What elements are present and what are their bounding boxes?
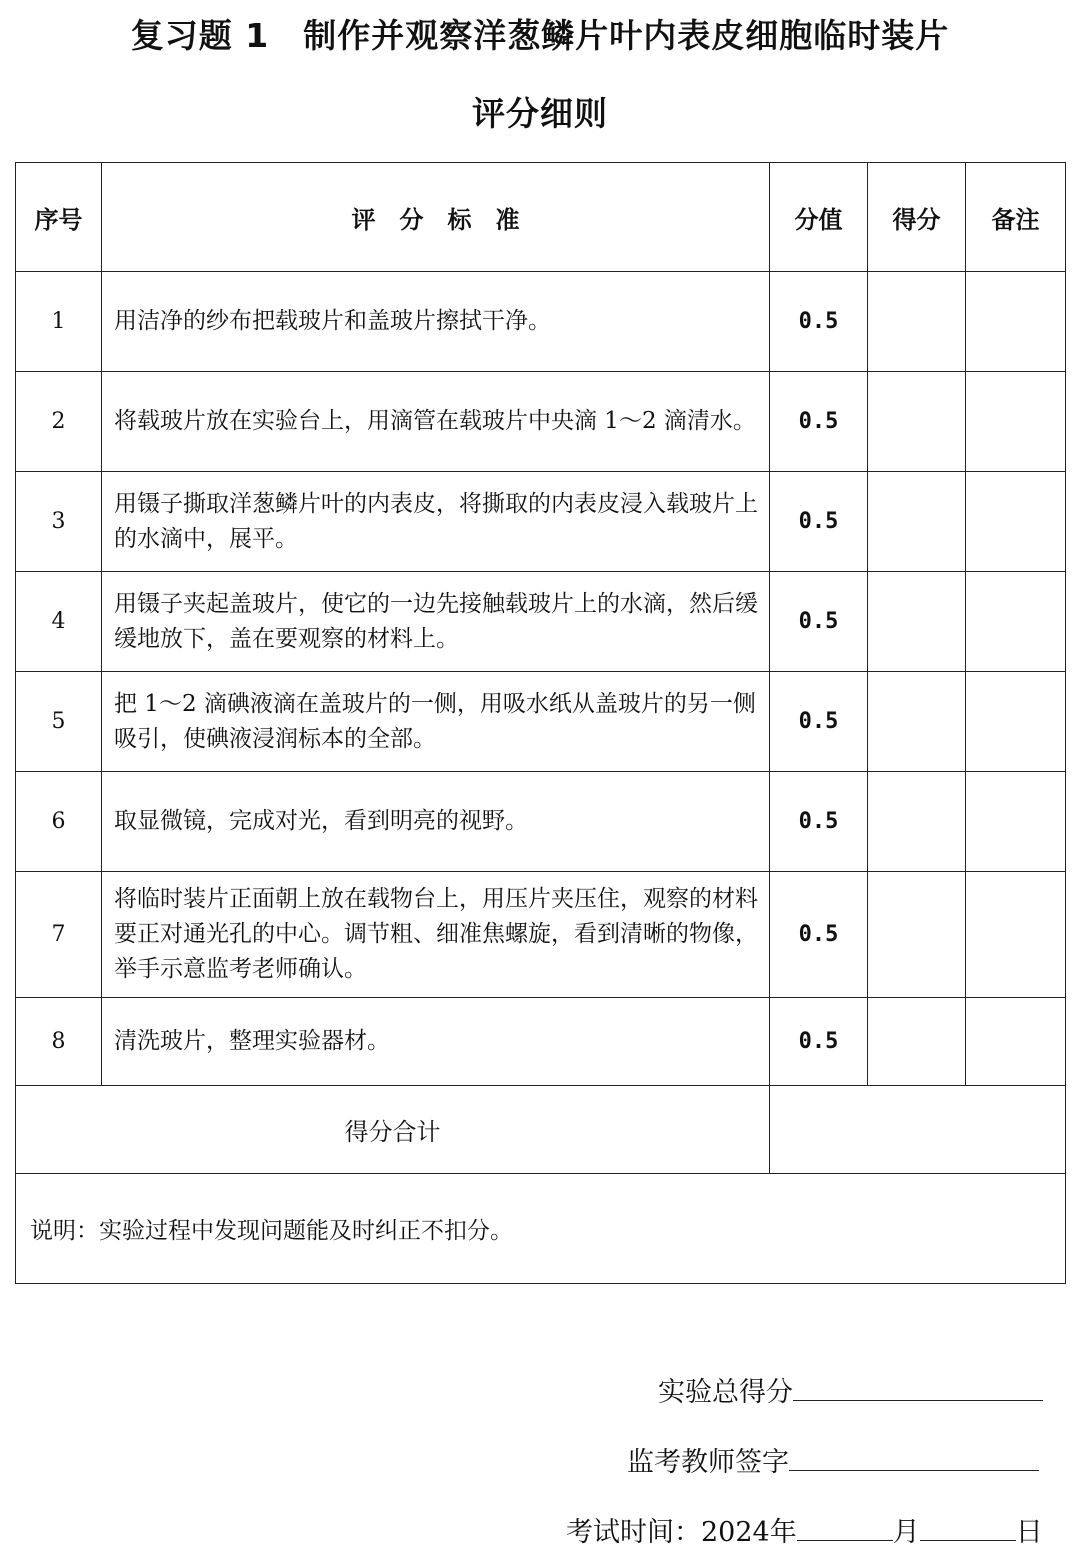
row-points: 0.5: [770, 272, 868, 372]
table-row: [16, 872, 1066, 998]
teacher-signature-blank[interactable]: [789, 1440, 1039, 1471]
table-row: [16, 572, 1066, 672]
row-number: 8: [16, 998, 102, 1086]
table-row: [16, 372, 1066, 472]
row-remark-cell[interactable]: [966, 872, 1066, 998]
header-criteria: 评 分 标 准: [102, 163, 770, 272]
row-points: 0.5: [770, 998, 868, 1086]
row-score-cell[interactable]: [868, 272, 966, 372]
total-score-blank[interactable]: [793, 1370, 1043, 1401]
row-score-cell[interactable]: [868, 472, 966, 572]
grading-table: [15, 162, 1066, 1284]
row-remark-cell[interactable]: [966, 572, 1066, 672]
table-row: [16, 998, 1066, 1086]
row-points: 0.5: [770, 872, 868, 998]
row-score-cell[interactable]: [868, 372, 966, 472]
row-number: 4: [16, 572, 102, 672]
total-score-label: 实验总得分: [658, 1377, 793, 1408]
total-score-cell[interactable]: [770, 1086, 1066, 1174]
row-number: 7: [16, 872, 102, 998]
exam-time-label: 考试时间：2024年: [566, 1517, 797, 1548]
note-row: [16, 1174, 1066, 1284]
table-header-row: [16, 163, 1066, 272]
month-label: 月: [892, 1517, 920, 1548]
table-row: [16, 272, 1066, 372]
total-score-signature: [658, 1370, 1043, 1409]
row-points: 0.5: [770, 472, 868, 572]
row-number: 5: [16, 672, 102, 772]
page-subtitle: 评分细则: [472, 94, 608, 133]
row-score-cell[interactable]: [868, 872, 966, 998]
row-remark-cell[interactable]: [966, 472, 1066, 572]
teacher-signature-label: 监考教师签字: [627, 1447, 789, 1478]
table-row: [16, 472, 1066, 572]
row-criteria: 用镊子撕取洋葱鳞片叶的内表皮，将撕取的内表皮浸入载玻片上的水滴中，展平。: [102, 472, 770, 572]
row-remark-cell[interactable]: [966, 998, 1066, 1086]
note-text: 说明：实验过程中发现问题能及时纠正不扣分。: [16, 1174, 1066, 1284]
table-row: [16, 672, 1066, 772]
row-remark-cell[interactable]: [966, 672, 1066, 772]
table-row: [16, 772, 1066, 872]
row-points: 0.5: [770, 372, 868, 472]
total-row: [16, 1086, 1066, 1174]
row-number: 2: [16, 372, 102, 472]
row-number: 6: [16, 772, 102, 872]
day-blank[interactable]: [920, 1510, 1016, 1541]
header-no: 序号: [16, 163, 102, 272]
row-number: 3: [16, 472, 102, 572]
row-criteria: 清洗玻片，整理实验器材。: [102, 998, 770, 1086]
row-criteria: 把 1～2 滴碘液滴在盖玻片的一侧，用吸水纸从盖玻片的另一侧吸引，使碘液浸润标本的全部。: [102, 672, 770, 772]
row-score-cell[interactable]: [868, 998, 966, 1086]
row-remark-cell[interactable]: [966, 372, 1066, 472]
header-score: 得分: [868, 163, 966, 272]
row-criteria: 用洁净的纱布把载玻片和盖玻片擦拭干净。: [102, 272, 770, 372]
row-criteria: 取显微镜，完成对光，看到明亮的视野。: [102, 772, 770, 872]
header-points: 分值: [770, 163, 868, 272]
row-criteria: 用镊子夹起盖玻片，使它的一边先接触载玻片上的水滴，然后缓缓地放下，盖在要观察的材料上。: [102, 572, 770, 672]
month-blank[interactable]: [797, 1510, 893, 1541]
row-points: 0.5: [770, 772, 868, 872]
exam-time: [566, 1510, 1043, 1549]
row-score-cell[interactable]: [868, 572, 966, 672]
row-points: 0.5: [770, 572, 868, 672]
row-remark-cell[interactable]: [966, 272, 1066, 372]
row-criteria: 将临时装片正面朝上放在载物台上，用压片夹压住，观察的材料要正对通光孔的中心。调节粗、细准焦螺旋，看到清晰的物像，举手示意监考老师确认。: [102, 872, 770, 998]
row-score-cell[interactable]: [868, 772, 966, 872]
row-score-cell[interactable]: [868, 672, 966, 772]
teacher-signature: [627, 1440, 1039, 1479]
header-remark: 备注: [966, 163, 1066, 272]
total-label: 得分合计: [16, 1086, 770, 1174]
day-label: 日: [1015, 1517, 1043, 1548]
row-remark-cell[interactable]: [966, 772, 1066, 872]
page-title: 复习题 1 制作并观察洋葱鳞片叶内表皮细胞临时装片: [130, 16, 950, 55]
row-points: 0.5: [770, 672, 868, 772]
row-number: 1: [16, 272, 102, 372]
row-criteria: 将载玻片放在实验台上，用滴管在载玻片中央滴 1～2 滴清水。: [102, 372, 770, 472]
